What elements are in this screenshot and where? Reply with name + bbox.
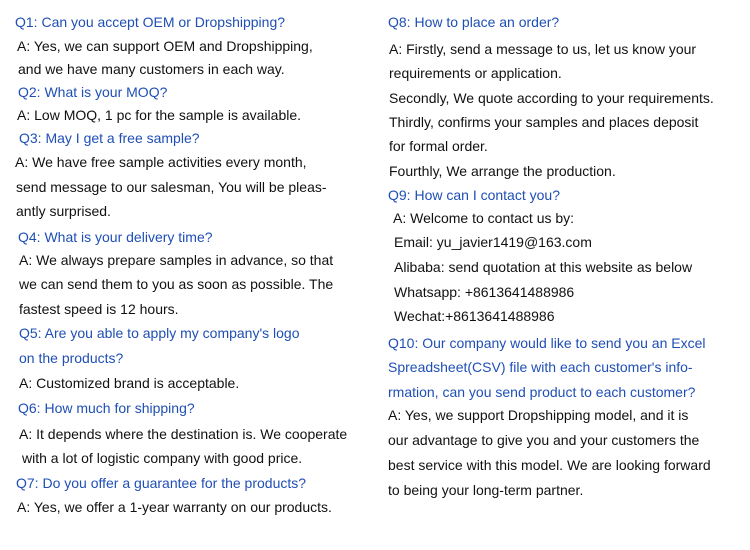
q10-question-line-1: Q10: Our company would like to send you an Excel — [388, 335, 706, 351]
q8-answer-line-5: for formal order. — [389, 138, 488, 154]
q10-question-line-3: rmation, can you send product to each customer? — [388, 384, 696, 400]
q1-question: Q1: Can you accept OEM or Dropshipping? — [15, 14, 286, 30]
q5-answer-line-1: A: Customized brand is acceptable. — [19, 375, 240, 391]
q9-question: Q9: How can I contact you? — [388, 187, 560, 203]
q5-question-line-1: Q5: Are you able to apply my company's logo — [19, 325, 300, 341]
q3-answer-line-1: A: We have free sample activities every month, — [15, 154, 307, 170]
q8-answer-line-2: requirements or application. — [389, 65, 562, 81]
q3-answer-line-3: antly surprised. — [16, 203, 111, 219]
q7-answer-line-1: A: Yes, we offer a 1-year warranty on our products. — [17, 499, 332, 515]
q10-question-line-2: Spreadsheet(CSV) file with each customer's info- — [388, 359, 693, 375]
q9-answer-alibaba: Alibaba: send quotation at this website as below — [394, 259, 693, 275]
q4-answer-line-1: A: We always prepare samples in advance, so that — [19, 252, 334, 268]
q8-answer-line-4: Thirdly, confirms your samples and places deposit — [389, 114, 699, 130]
q8-question: Q8: How to place an order? — [388, 14, 560, 30]
q4-answer-line-2: we can send them to you as soon as possible. The — [19, 276, 334, 292]
q10-answer-line-4: to being your long-term partner. — [388, 482, 584, 498]
q5-question-line-2: on the products? — [19, 350, 124, 366]
q8-answer-line-1: A: Firstly, send a message to us, let us know your — [389, 41, 697, 57]
q9-answer-whatsapp: Whatsapp: +8613641488986 — [394, 284, 575, 300]
q10-answer-line-2: our advantage to give you and your customers the — [388, 432, 700, 448]
q3-answer-line-2: send message to our salesman, You will be pleas- — [16, 179, 327, 195]
q6-question: Q6: How much for shipping? — [18, 400, 195, 416]
q8-answer-line-3: Secondly, We quote according to your requirements. — [389, 90, 714, 106]
q2-answer-line-1: A: Low MOQ, 1 pc for the sample is available. — [17, 107, 302, 123]
q4-answer-line-3: fastest speed is 12 hours. — [19, 301, 179, 317]
q9-answer-email: Email: yu_javier1419@163.com — [394, 234, 592, 250]
q2-question: Q2: What is your MOQ? — [18, 84, 168, 100]
q1-answer-line-2: and we have many customers in each way. — [18, 61, 285, 77]
q9-answer-line-1: A: Welcome to contact us by: — [393, 210, 575, 226]
q9-answer-wechat: Wechat:+8613641488986 — [394, 308, 555, 324]
q6-answer-line-2: with a lot of logistic company with good price. — [22, 450, 303, 466]
q8-answer-line-6: Fourthly, We arrange the production. — [389, 163, 616, 179]
q10-answer-line-1: A: Yes, we support Dropshipping model, and it is — [388, 407, 689, 423]
q6-answer-line-1: A: It depends where the destination is. We cooperate — [19, 426, 348, 442]
q4-question: Q4: What is your delivery time? — [18, 229, 213, 245]
q1-answer-line-1: A: Yes, we can support OEM and Dropshipping, — [17, 38, 313, 54]
q10-answer-line-3: best service with this model. We are looking forward — [388, 457, 711, 473]
q7-question: Q7: Do you offer a guarantee for the products? — [16, 475, 307, 491]
q3-question: Q3: May I get a free sample? — [19, 130, 200, 146]
